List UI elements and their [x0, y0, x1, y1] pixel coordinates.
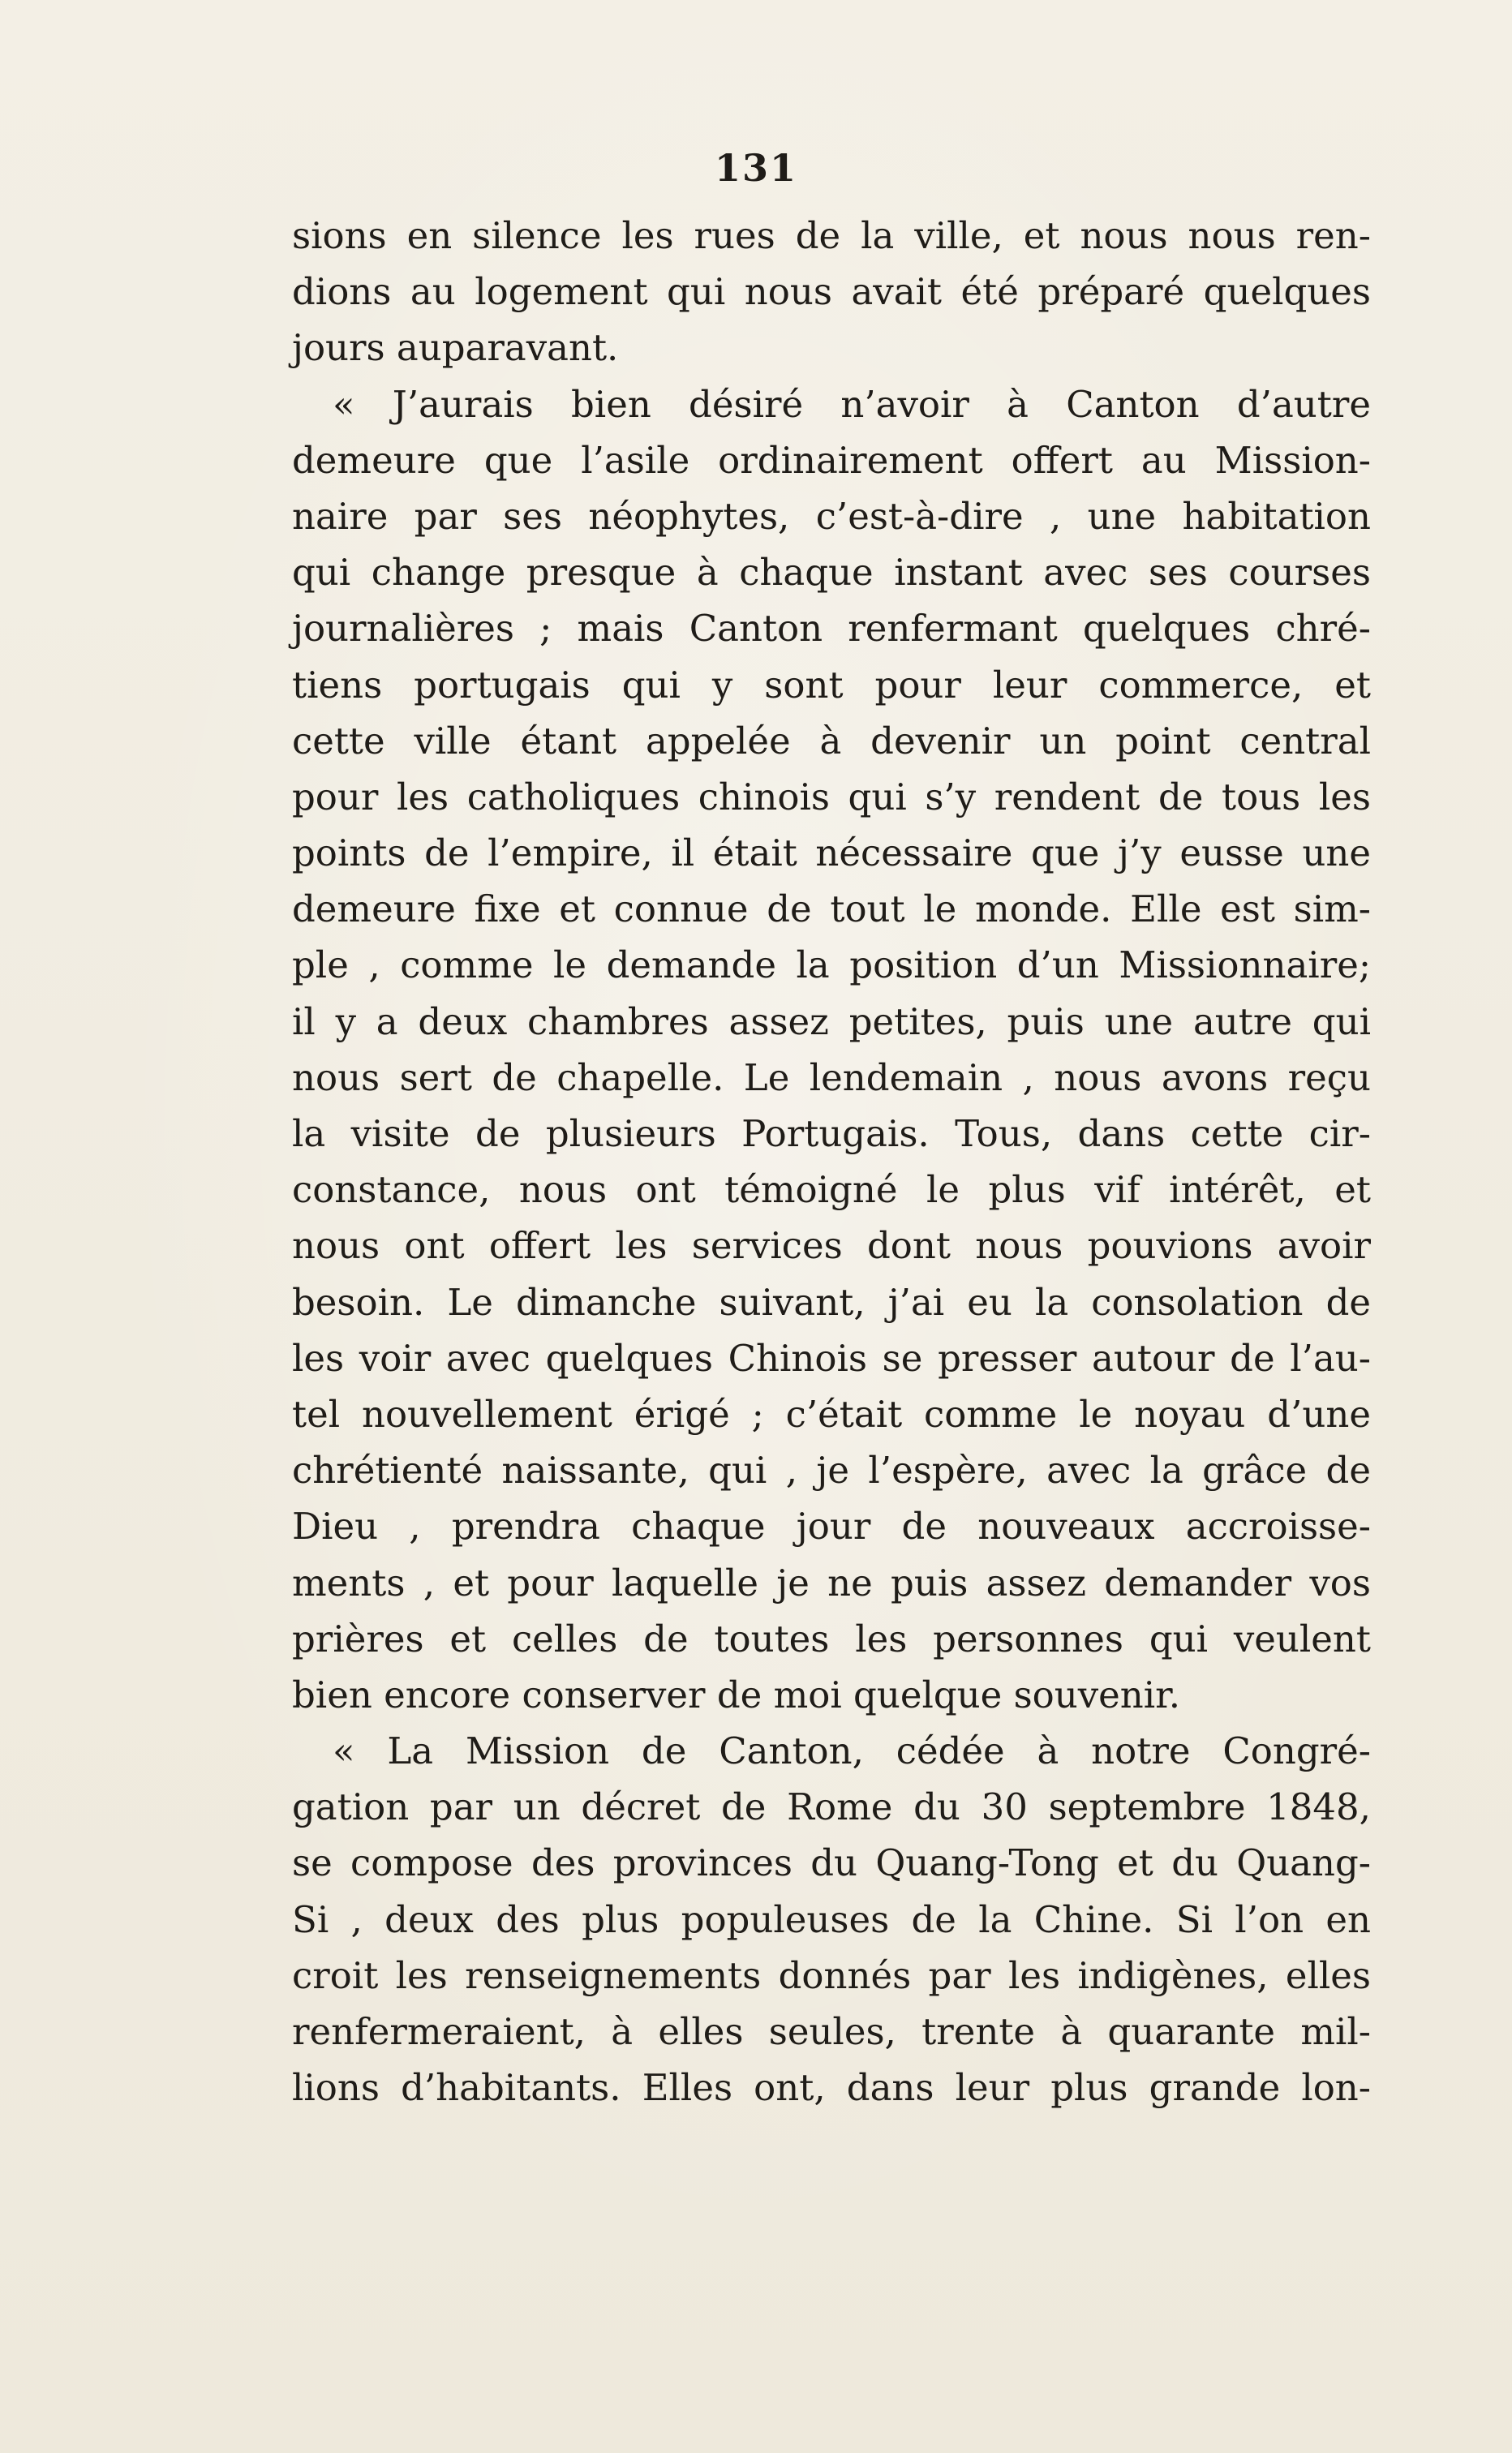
text-line: « La Mission de Canton, cédée à notre Congré- [333, 1729, 1371, 1773]
text-line: ments , et pour laquelle je ne puis assez demander vos [292, 1561, 1371, 1605]
text-line: nous sert de chapelle. Le lendemain , nous avons reçu [292, 1055, 1371, 1099]
body-text [292, 208, 1371, 2116]
page-number: 131 [714, 146, 798, 190]
text-line: naire par ses néophytes, c’est-à-dire , une habitation [292, 494, 1371, 538]
text-line: sions en silence les rues de la ville, et nous nous ren- [292, 214, 1371, 257]
text-line: Si , deux des plus populeuses de la Chine. Si l’on en [292, 1897, 1371, 1941]
text-line: il y a deux chambres assez petites, puis une autre qui [292, 999, 1371, 1043]
text-line: besoin. Le dimanche suivant, j’ai eu la consolation de [292, 1280, 1371, 1324]
text-line: renfermeraient, à elles seules, trente à quarante mil- [292, 2010, 1371, 2053]
text-line: la visite de plusieurs Portugais. Tous, dans cette cir- [292, 1112, 1371, 1155]
text-line: pour les catholiques chinois qui s’y rendent de tous les [292, 775, 1371, 818]
text-line: jours auparavant. [292, 326, 619, 370]
text-line: bien encore conserver de moi quelque souvenir. [292, 1673, 1181, 1716]
text-line: qui change presque à chaque instant avec ses courses [292, 551, 1371, 595]
text-line: cette ville étant appelée à devenir un point central [292, 719, 1371, 763]
text-line: prières et celles de toutes les personnes qui veulent [292, 1617, 1371, 1660]
text-line: gation par un décret de Rome du 30 septembre 1848, [292, 1785, 1371, 1829]
text-line: tel nouvellement érigé ; c’était comme le noyau d’une [292, 1392, 1371, 1436]
text-line: journalières ; mais Canton renfermant quelques chré- [292, 607, 1371, 651]
text-line: demeure fixe et connue de tout le monde. Elle est sim- [292, 887, 1371, 931]
text-line: se compose des provinces du Quang-Tong et du Quang- [292, 1841, 1371, 1885]
text-line: « J’aurais bien désiré n’avoir à Canton d’autre [333, 382, 1371, 426]
text-line: ple , comme le demande la position d’un Missionnaire; [292, 943, 1371, 987]
text-line: tiens portugais qui y sont pour leur commerce, et [292, 663, 1371, 707]
text-line: croit les renseignements donnés par les indigènes, elles [292, 1953, 1371, 1997]
text-line: chrétienté naissante, qui , je l’espère, avec la grâce de [292, 1449, 1371, 1493]
text-line: dions au logement qui nous avait été préparé quelques [292, 270, 1371, 314]
text-line: points de l’empire, il était nécessaire que j’y eusse une [292, 831, 1371, 875]
text-line: constance, nous ont témoigné le plus vif intérêt, et [292, 1168, 1371, 1212]
text-line: Dieu , prendra chaque jour de nouveaux accroisse- [292, 1505, 1371, 1549]
text-line: les voir avec quelques Chinois se presser autour de l’au- [292, 1336, 1371, 1380]
text-line: lions d’habitants. Elles ont, dans leur plus grande lon- [292, 2066, 1371, 2110]
text-line: demeure que l’asile ordinairement offert au Mission- [292, 438, 1371, 482]
text-line: nous ont offert les services dont nous pouvions avoir [292, 1224, 1371, 1268]
